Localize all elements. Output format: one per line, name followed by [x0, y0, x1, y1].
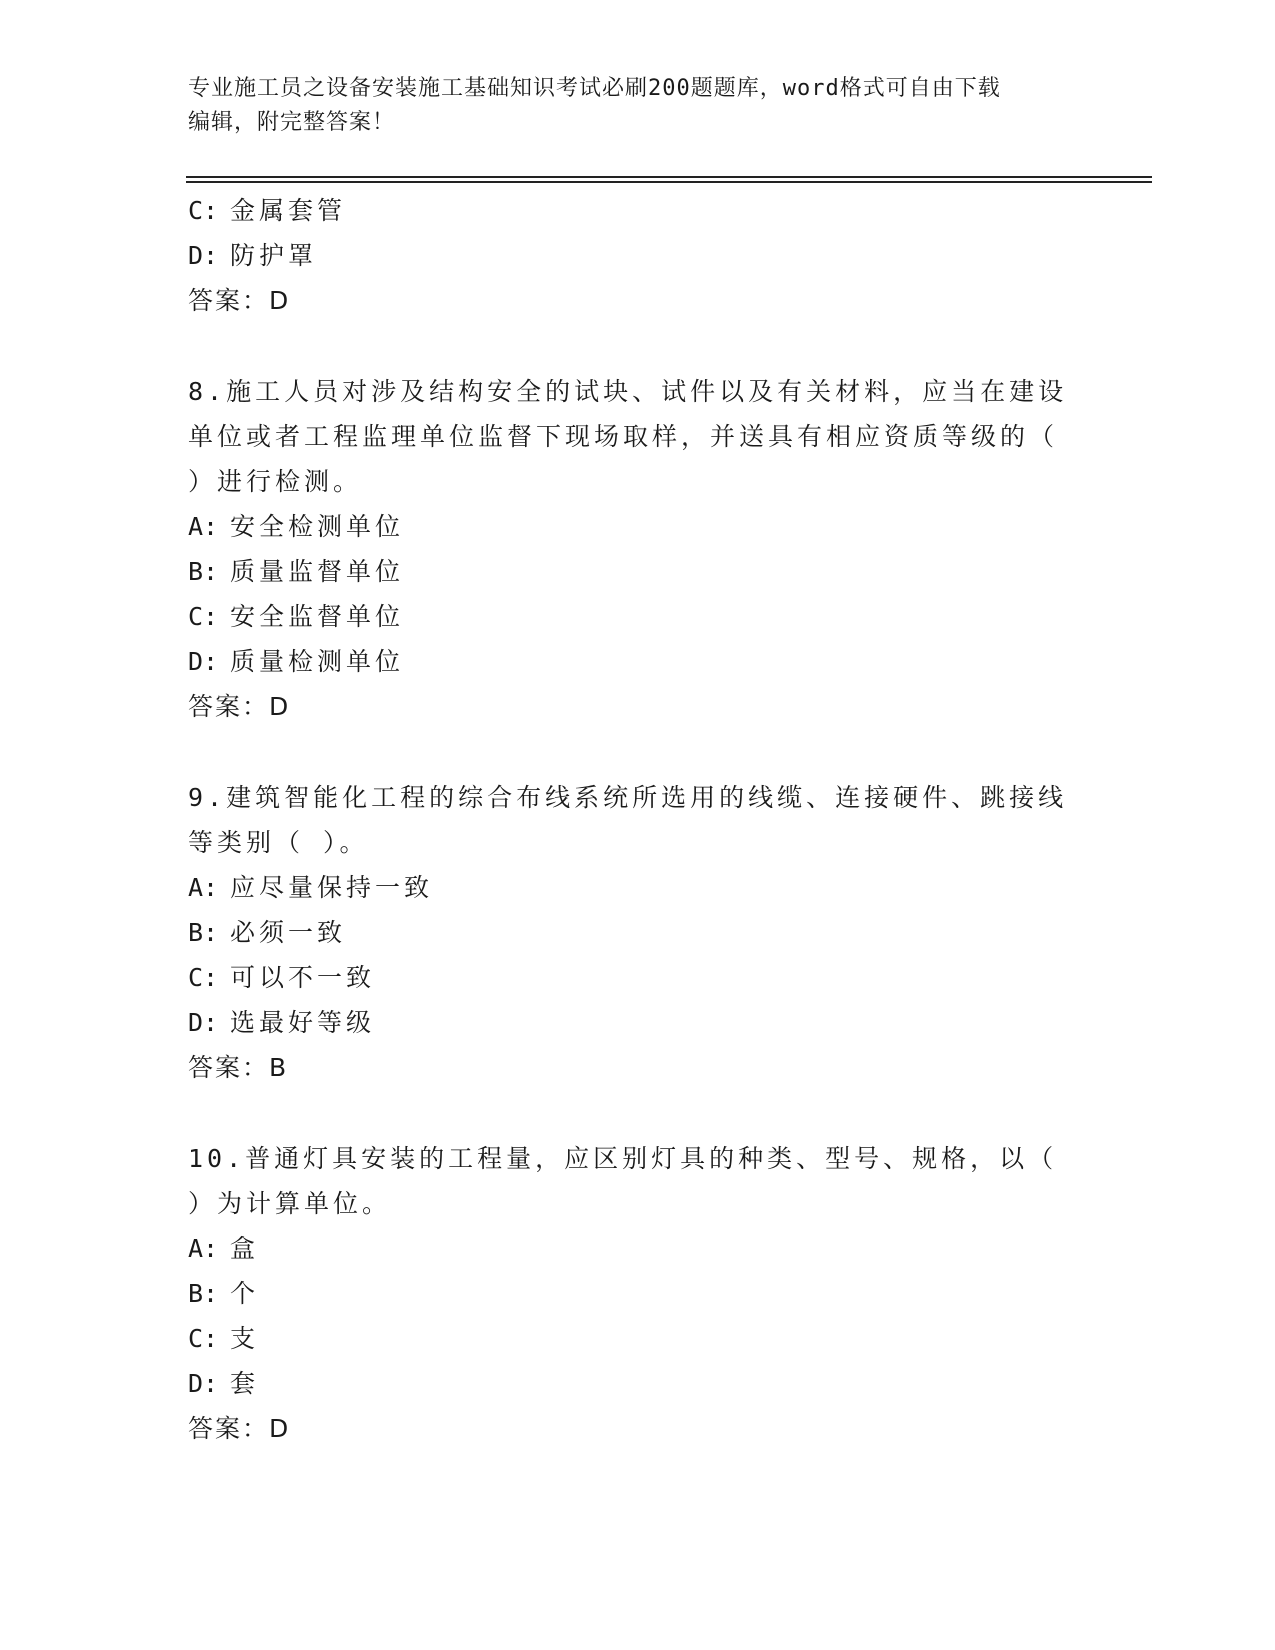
option-text: 支: [230, 1324, 260, 1353]
option-b: [188, 549, 1088, 594]
option-letter: D:: [188, 1008, 219, 1037]
option-letter: A:: [188, 1234, 219, 1263]
option-letter: B:: [188, 1279, 219, 1308]
option-letter: C:: [188, 602, 219, 631]
question-text-line: 8.施工人员对涉及结构安全的试块、试件以及有关材料，应当在建设: [188, 377, 1068, 406]
option-c: [188, 188, 1088, 233]
question-text-line: 等类别（ ）。: [188, 828, 369, 857]
option-c: [188, 594, 1088, 639]
option-text: 质量检测单位: [230, 647, 405, 676]
option-letter: A:: [188, 512, 219, 541]
option-c: [188, 955, 1088, 1000]
option-letter: D:: [188, 241, 219, 270]
option-b: [188, 910, 1088, 955]
option-b: [188, 1271, 1088, 1316]
option-text: 应尽量保持一致: [230, 873, 434, 902]
option-text: 安全监督单位: [230, 602, 405, 631]
option-text: 金属套管: [230, 196, 347, 225]
header-line-2: 编辑，附完整答案！: [188, 110, 396, 135]
option-text: 套: [230, 1369, 260, 1398]
option-text: 盒: [230, 1234, 260, 1263]
option-letter: D:: [188, 1369, 219, 1398]
option-text: 防护罩: [230, 241, 318, 270]
answer-line: 答案：B: [188, 1053, 289, 1082]
answer-line: 答案：D: [188, 286, 291, 315]
answer-line: 答案：D: [188, 692, 291, 721]
question-text: [188, 369, 1068, 504]
question-text-line: 9.建筑智能化工程的综合布线系统所选用的线缆、连接硬件、跳接线: [188, 783, 1068, 812]
option-d: [188, 233, 1088, 278]
option-letter: C:: [188, 196, 219, 225]
question-9: [188, 775, 1088, 1090]
question-8: [188, 369, 1088, 729]
option-text: 个: [230, 1279, 260, 1308]
header-line-1: 专业施工员之设备安装施工基础知识考试必刷200题题库，word格式可自由下载: [188, 76, 1001, 101]
header-divider-top: [186, 176, 1152, 178]
option-a: [188, 1226, 1088, 1271]
option-text: 质量监督单位: [230, 557, 405, 586]
question-text: [188, 1136, 1068, 1226]
document-header: [188, 72, 1088, 140]
header-divider-bottom: [186, 181, 1152, 183]
question-text-line: ）进行检测。: [188, 467, 363, 496]
option-letter: B:: [188, 557, 219, 586]
option-letter: C:: [188, 963, 219, 992]
option-text: 可以不一致: [230, 963, 376, 992]
question-text-line: 10.普通灯具安装的工程量，应区别灯具的种类、型号、规格，以（: [188, 1144, 1058, 1173]
option-text: 安全检测单位: [230, 512, 405, 541]
option-d: [188, 1361, 1088, 1406]
option-letter: C:: [188, 1324, 219, 1353]
question-list: [188, 188, 1088, 1451]
option-letter: B:: [188, 918, 219, 947]
option-d: [188, 1000, 1088, 1045]
question-text-line: ）为计算单位。: [188, 1189, 392, 1218]
option-c: [188, 1316, 1088, 1361]
option-a: [188, 865, 1088, 910]
option-a: [188, 504, 1088, 549]
answer-line: 答案：D: [188, 1414, 291, 1443]
question-text-line: 单位或者工程监理单位监督下现场取样，并送具有相应资质等级的（: [188, 422, 1059, 451]
option-text: 选最好等级: [230, 1008, 376, 1037]
question-10: [188, 1136, 1088, 1451]
question-text: [188, 775, 1068, 865]
option-text: 必须一致: [230, 918, 347, 947]
option-letter: D:: [188, 647, 219, 676]
option-letter: A:: [188, 873, 219, 902]
option-d: [188, 639, 1088, 684]
previous-question-tail: [188, 188, 1088, 323]
